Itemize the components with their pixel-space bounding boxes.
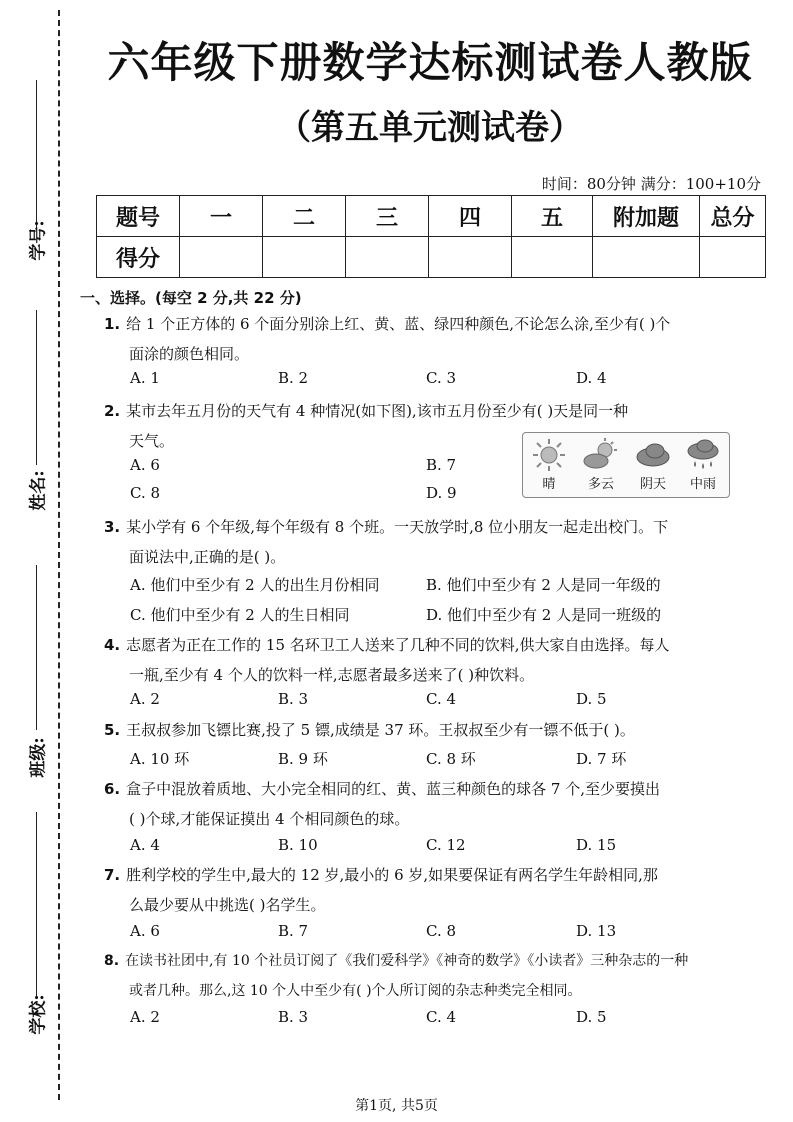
score-cell: 二	[263, 196, 346, 237]
question-text-cont: 或者几种。那么,这 10 个人中至少有( )个人所订阅的杂志种类完全相同。	[129, 983, 582, 999]
question-text-cont: 么最少要从中挑选( )名学生。	[129, 896, 326, 914]
question-number: 1.	[104, 315, 121, 333]
option-d[interactable]: D. 13	[576, 922, 617, 940]
options-q3-row1	[130, 574, 730, 604]
score-input-cell[interactable]	[700, 237, 766, 278]
binding-dashed-line	[58, 10, 60, 1100]
option-b[interactable]: B. 9 环	[278, 750, 328, 768]
option-b[interactable]: B. 10	[278, 836, 318, 854]
option-a[interactable]: A. 10 环	[130, 750, 190, 768]
class-label: 班级:	[28, 737, 49, 778]
options-q1	[130, 369, 730, 399]
weather-moderate-rain	[679, 437, 727, 492]
option-d[interactable]: D. 5	[576, 690, 607, 708]
option-a[interactable]: A. 6	[130, 922, 160, 940]
student-no-line	[36, 80, 37, 230]
score-table-header-row	[97, 196, 766, 237]
question-number: 8.	[104, 953, 120, 969]
option-a[interactable]: A. 4	[130, 836, 160, 854]
weather-figure	[522, 432, 730, 498]
question-number: 3.	[104, 518, 121, 536]
question-text-cont: 一瓶,至少有 4 个人的饮料一样,志愿者最多送来了( )种饮料。	[129, 666, 535, 684]
question-number: 5.	[104, 721, 121, 739]
option-d[interactable]: D. 他们中至少有 2 人是同一班级的	[426, 606, 662, 624]
weather-label: 晴	[542, 477, 556, 492]
option-d[interactable]: D. 7 环	[576, 750, 627, 768]
option-a[interactable]: A. 2	[130, 1008, 160, 1026]
question-5	[104, 715, 744, 745]
question-text: 胜利学校的学生中,最大的 12 岁,最小的 6 岁,如果要保证有两名学生年龄相同,那	[126, 866, 658, 884]
question-text: 给 1 个正方体的 6 个面分别涂上红、黄、蓝、绿四种颜色,不论怎么涂,至少有( )个	[126, 315, 671, 333]
option-c[interactable]: C. 他们中至少有 2 人的生日相同	[130, 606, 350, 624]
student-no-label: 学号:	[28, 220, 49, 261]
score-input-cell[interactable]	[593, 237, 700, 278]
question-6	[104, 774, 744, 834]
score-cell: 三	[346, 196, 429, 237]
option-b[interactable]: B. 7	[426, 456, 457, 474]
question-7	[104, 860, 744, 920]
question-text: 在读书社团中,有 10 个社员订阅了《我们爱科学》《神奇的数学》《小读者》三种杂志的一种	[125, 953, 689, 969]
option-b[interactable]: B. 2	[278, 369, 309, 387]
option-c[interactable]: C. 8	[426, 922, 457, 940]
rain-icon	[683, 437, 723, 473]
option-b[interactable]: B. 3	[278, 690, 309, 708]
option-d[interactable]: D. 4	[576, 369, 607, 387]
option-c[interactable]: C. 3	[426, 369, 457, 387]
option-a[interactable]: A. 1	[130, 369, 160, 387]
option-b[interactable]: B. 7	[278, 922, 309, 940]
question-text: 志愿者为正在工作的 15 名环卫工人送来了几种不同的饮料,供大家自由选择。每人	[126, 636, 670, 654]
sun-icon	[531, 437, 567, 473]
score-cell: 附加题	[593, 196, 700, 237]
weather-partly-cloudy	[577, 437, 625, 492]
question-text-cont: 面涂的颜色相同。	[129, 345, 250, 363]
school-line	[36, 812, 37, 997]
score-cell: 一	[180, 196, 263, 237]
score-input-cell[interactable]	[346, 237, 429, 278]
option-c[interactable]: C. 12	[426, 836, 466, 854]
page-subtitle: （第五单元测试卷）	[277, 108, 583, 148]
score-table	[96, 195, 766, 278]
question-text-cont: ( )个球,才能保证摸出 4 个相同颜色的球。	[129, 810, 410, 828]
question-text: 盒子中混放着质地、大小完全相同的红、黄、蓝三种颜色的球各 7 个,至少要摸出	[126, 780, 660, 798]
weather-overcast	[629, 437, 677, 492]
section-heading: 一、选择。(每空 2 分,共 22 分)	[80, 289, 302, 307]
option-a[interactable]: A. 他们中至少有 2 人的出生月份相同	[130, 576, 380, 594]
option-c[interactable]: C. 8 环	[426, 750, 476, 768]
partly-cloudy-icon	[581, 437, 621, 473]
class-line	[36, 565, 37, 730]
score-table-score-row	[97, 237, 766, 278]
option-b[interactable]: B. 他们中至少有 2 人是同一年级的	[426, 576, 661, 594]
exam-meta: 时间：80分钟 满分：100+10分	[541, 175, 761, 193]
score-row-label: 得分	[97, 237, 180, 278]
name-line	[36, 310, 37, 465]
score-cell: 五	[512, 196, 593, 237]
question-number: 6.	[104, 780, 121, 798]
score-input-cell[interactable]	[512, 237, 593, 278]
score-input-cell[interactable]	[429, 237, 512, 278]
weather-label: 多云	[587, 477, 614, 492]
score-input-cell[interactable]	[180, 237, 263, 278]
option-a[interactable]: A. 6	[130, 456, 160, 474]
weather-label: 中雨	[689, 477, 716, 492]
page-footer: 第1页, 共5页	[355, 1098, 438, 1114]
page-title: 六年级下册数学达标测试卷人教版	[107, 38, 753, 87]
score-cell: 总分	[700, 196, 766, 237]
school-label: 学校:	[28, 994, 49, 1035]
weather-label: 阴天	[639, 477, 666, 492]
cloud-icon	[633, 437, 673, 473]
option-c[interactable]: C. 4	[426, 690, 457, 708]
question-3	[104, 512, 744, 572]
name-label: 姓名:	[28, 470, 49, 511]
question-1	[104, 309, 744, 369]
option-d[interactable]: D. 5	[576, 1008, 607, 1026]
option-b[interactable]: B. 3	[278, 1008, 309, 1026]
question-text: 某市去年五月份的天气有 4 种情况(如下图),该市五月份至少有( )天是同一种	[126, 402, 629, 420]
score-cell: 四	[429, 196, 512, 237]
score-cell: 题号	[97, 196, 180, 237]
question-4	[104, 630, 744, 690]
option-c[interactable]: C. 8	[130, 484, 161, 502]
score-input-cell[interactable]	[263, 237, 346, 278]
question-text-cont: 面说法中,正确的是( )。	[129, 548, 286, 566]
options-q8	[130, 1008, 730, 1038]
question-text-cont: 天气。	[129, 432, 175, 450]
question-number: 7.	[104, 866, 121, 884]
option-c[interactable]: C. 4	[426, 1008, 457, 1026]
question-number: 4.	[104, 636, 121, 654]
question-text: 某小学有 6 个年级,每个年级有 8 个班。一天放学时,8 位小朋友一起走出校门。下	[126, 518, 669, 536]
question-8	[104, 946, 744, 1006]
weather-sunny	[525, 437, 573, 492]
option-d[interactable]: D. 15	[576, 836, 617, 854]
question-number: 2.	[104, 402, 121, 420]
option-a[interactable]: A. 2	[130, 690, 160, 708]
option-d[interactable]: D. 9	[426, 484, 457, 502]
question-text: 王叔叔参加飞镖比赛,投了 5 镖,成绩是 37 环。王叔叔至少有一镖不低于( )。	[126, 721, 635, 739]
